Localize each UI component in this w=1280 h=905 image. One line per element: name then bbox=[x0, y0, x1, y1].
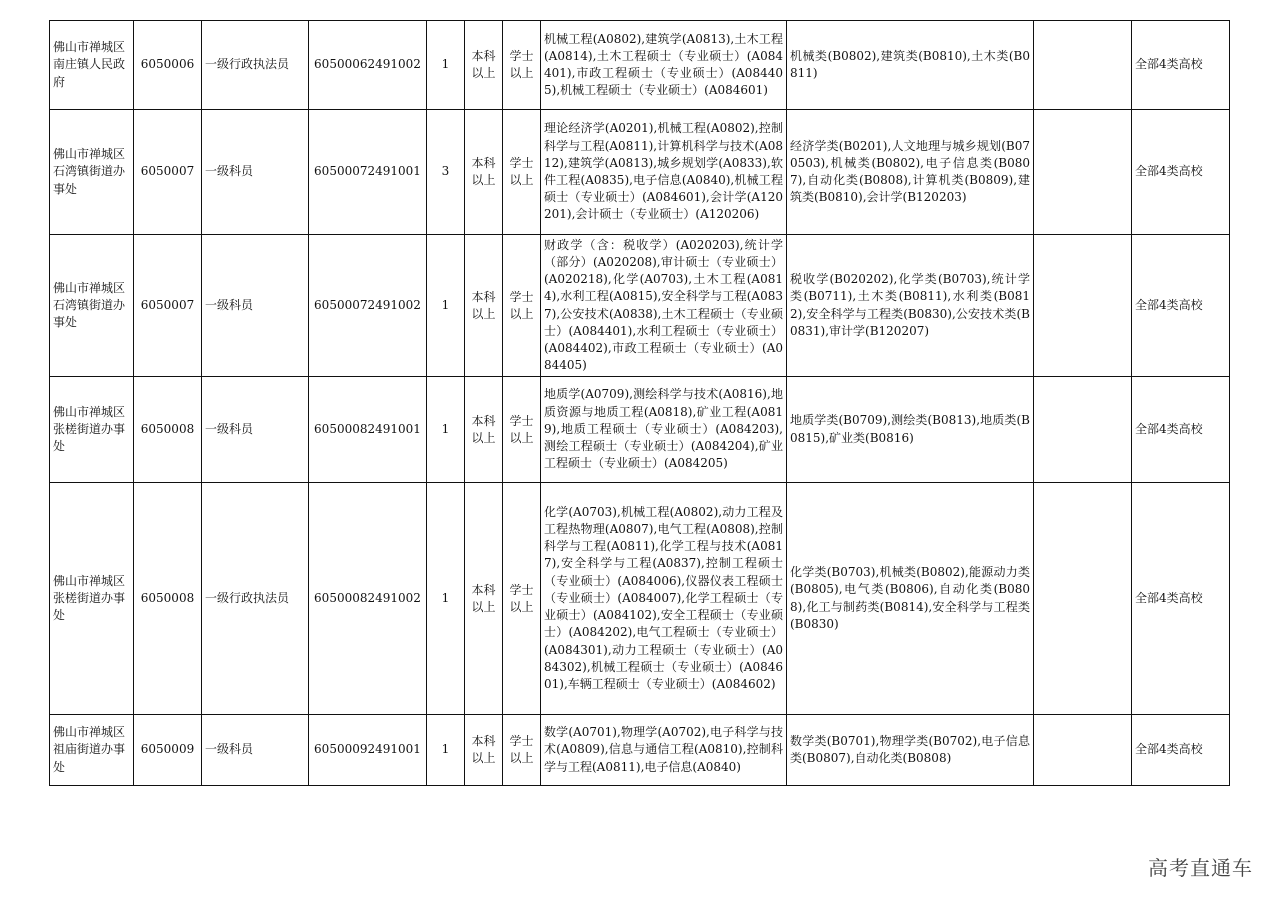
other-requirements bbox=[1034, 235, 1132, 377]
degree-requirement: 学士以上 bbox=[503, 377, 541, 483]
table-row bbox=[50, 483, 1230, 715]
graduate-majors: 数学(A0701),物理学(A0702),电子科学与技术(A0809),信息与通信工程(A0810),控制科学与工程(A0811),电子信息(A0840) bbox=[541, 715, 787, 786]
unit-name: 佛山市禅城区南庄镇人民政府 bbox=[50, 21, 134, 110]
hire-count: 3 bbox=[427, 110, 465, 235]
school-scope: 全部4类高校 bbox=[1132, 483, 1230, 715]
hire-count: 1 bbox=[427, 483, 465, 715]
graduate-majors: 理论经济学(A0201),机械工程(A0802),控制科学与工程(A0811),计算机科学与技术(A0812),建筑学(A0813),城乡规划学(A0833),软件工程(A0835),电子信息(A0840),机械工程硕士（专业硕士）(A084601),会计学(A120201),会计硕士（专业硕士）(A120206) bbox=[541, 110, 787, 235]
graduate-majors: 化学(A0703),机械工程(A0802),动力工程及工程热物理(A0807),电气工程(A0808),控制科学与工程(A0811),化学工程与技术(A0817),安全科学与工程(A0837),控制工程硕士（专业硕士）(A084006),仪器仪表工程硕士（专业硕士）(A084007),化学工程硕士（专业硕士）(A084102),安全工程硕士（专业硕士）(A084202),电气工程硕士（专业硕士）(A084301),动力工程硕士（专业硕士）(A084302),机械工程硕士（专业硕士）(A084601),车辆工程硕士（专业硕士）(A084602) bbox=[541, 483, 787, 715]
hire-count: 1 bbox=[427, 21, 465, 110]
position-code: 60500062491002 bbox=[309, 21, 427, 110]
school-scope: 全部4类高校 bbox=[1132, 377, 1230, 483]
other-requirements bbox=[1034, 483, 1132, 715]
unit-code: 6050007 bbox=[134, 235, 202, 377]
table-row bbox=[50, 235, 1230, 377]
undergraduate-majors: 地质学类(B0709),测绘类(B0813),地质类(B0815),矿业类(B0816) bbox=[787, 377, 1034, 483]
degree-requirement: 学士以上 bbox=[503, 110, 541, 235]
position-name: 一级科员 bbox=[202, 715, 309, 786]
education-requirement: 本科以上 bbox=[465, 21, 503, 110]
hire-count: 1 bbox=[427, 377, 465, 483]
unit-code: 6050008 bbox=[134, 377, 202, 483]
unit-code: 6050009 bbox=[134, 715, 202, 786]
unit-name: 佛山市禅城区石湾镇街道办事处 bbox=[50, 235, 134, 377]
unit-code: 6050006 bbox=[134, 21, 202, 110]
table-row bbox=[50, 21, 1230, 110]
school-scope: 全部4类高校 bbox=[1132, 21, 1230, 110]
other-requirements bbox=[1034, 377, 1132, 483]
hire-count: 1 bbox=[427, 235, 465, 377]
other-requirements bbox=[1034, 715, 1132, 786]
education-requirement: 本科以上 bbox=[465, 483, 503, 715]
position-name: 一级科员 bbox=[202, 377, 309, 483]
position-name: 一级行政执法员 bbox=[202, 483, 309, 715]
graduate-majors: 地质学(A0709),测绘科学与技术(A0816),地质资源与地质工程(A0818),矿业工程(A0819),地质工程硕士（专业硕士）(A084203),测绘工程硕士（专业硕士）(A084204),矿业工程硕士（专业硕士）(A084205) bbox=[541, 377, 787, 483]
unit-code: 6050008 bbox=[134, 483, 202, 715]
unit-name: 佛山市禅城区祖庙街道办事处 bbox=[50, 715, 134, 786]
graduate-majors: 财政学（含：税收学）(A020203),统计学（部分）(A020208),审计硕士（专业硕士）(A020218),化学(A0703),土木工程(A0814),水利工程(A0815),安全科学与工程(A0837),公安技术(A0838),土木工程硕士（专业硕士）(A084401),水利工程硕士（专业硕士）(A084402),市政工程硕士（专业硕士）(A084405) bbox=[541, 235, 787, 377]
graduate-majors: 机械工程(A0802),建筑学(A0813),土木工程(A0814),土木工程硕士（专业硕士）(A084401),市政工程硕士（专业硕士）(A084405),机械工程硕士（专业硕士）(A084601) bbox=[541, 21, 787, 110]
undergraduate-majors: 税收学(B020202),化学类(B0703),统计学类(B0711),土木类(B0811),水利类(B0812),安全科学与工程类(B0830),公安技术类(B0831),审计学(B120207) bbox=[787, 235, 1034, 377]
undergraduate-majors: 经济学类(B0201),人文地理与城乡规划(B070503),机械类(B0802),电子信息类(B0807),自动化类(B0808),计算机类(B0809),建筑类(B0810),会计学(B120203) bbox=[787, 110, 1034, 235]
position-name: 一级科员 bbox=[202, 235, 309, 377]
position-name: 一级行政执法员 bbox=[202, 21, 309, 110]
school-scope: 全部4类高校 bbox=[1132, 715, 1230, 786]
education-requirement: 本科以上 bbox=[465, 110, 503, 235]
position-code: 60500082491001 bbox=[309, 377, 427, 483]
school-scope: 全部4类高校 bbox=[1132, 235, 1230, 377]
degree-requirement: 学士以上 bbox=[503, 21, 541, 110]
unit-code: 6050007 bbox=[134, 110, 202, 235]
undergraduate-majors: 化学类(B0703),机械类(B0802),能源动力类(B0805),电气类(B0806),自动化类(B0808),化工与制药类(B0814),安全科学与工程类(B0830) bbox=[787, 483, 1034, 715]
education-requirement: 本科以上 bbox=[465, 377, 503, 483]
unit-name: 佛山市禅城区石湾镇街道办事处 bbox=[50, 110, 134, 235]
unit-name: 佛山市禅城区张槎街道办事处 bbox=[50, 483, 134, 715]
position-name: 一级科员 bbox=[202, 110, 309, 235]
table-row bbox=[50, 715, 1230, 786]
watermark-text: 高考直通车 bbox=[1148, 856, 1253, 880]
other-requirements bbox=[1034, 110, 1132, 235]
position-code: 60500092491001 bbox=[309, 715, 427, 786]
education-requirement: 本科以上 bbox=[465, 235, 503, 377]
school-scope: 全部4类高校 bbox=[1132, 110, 1230, 235]
degree-requirement: 学士以上 bbox=[503, 235, 541, 377]
hire-count: 1 bbox=[427, 715, 465, 786]
position-code: 60500072491001 bbox=[309, 110, 427, 235]
position-code: 60500082491002 bbox=[309, 483, 427, 715]
degree-requirement: 学士以上 bbox=[503, 483, 541, 715]
unit-name: 佛山市禅城区张槎街道办事处 bbox=[50, 377, 134, 483]
other-requirements bbox=[1034, 21, 1132, 110]
undergraduate-majors: 机械类(B0802),建筑类(B0810),土木类(B0811) bbox=[787, 21, 1034, 110]
degree-requirement: 学士以上 bbox=[503, 715, 541, 786]
recruitment-table bbox=[49, 20, 1230, 786]
position-code: 60500072491002 bbox=[309, 235, 427, 377]
table-row bbox=[50, 377, 1230, 483]
education-requirement: 本科以上 bbox=[465, 715, 503, 786]
undergraduate-majors: 数学类(B0701),物理学类(B0702),电子信息类(B0807),自动化类(B0808) bbox=[787, 715, 1034, 786]
table-row bbox=[50, 110, 1230, 235]
